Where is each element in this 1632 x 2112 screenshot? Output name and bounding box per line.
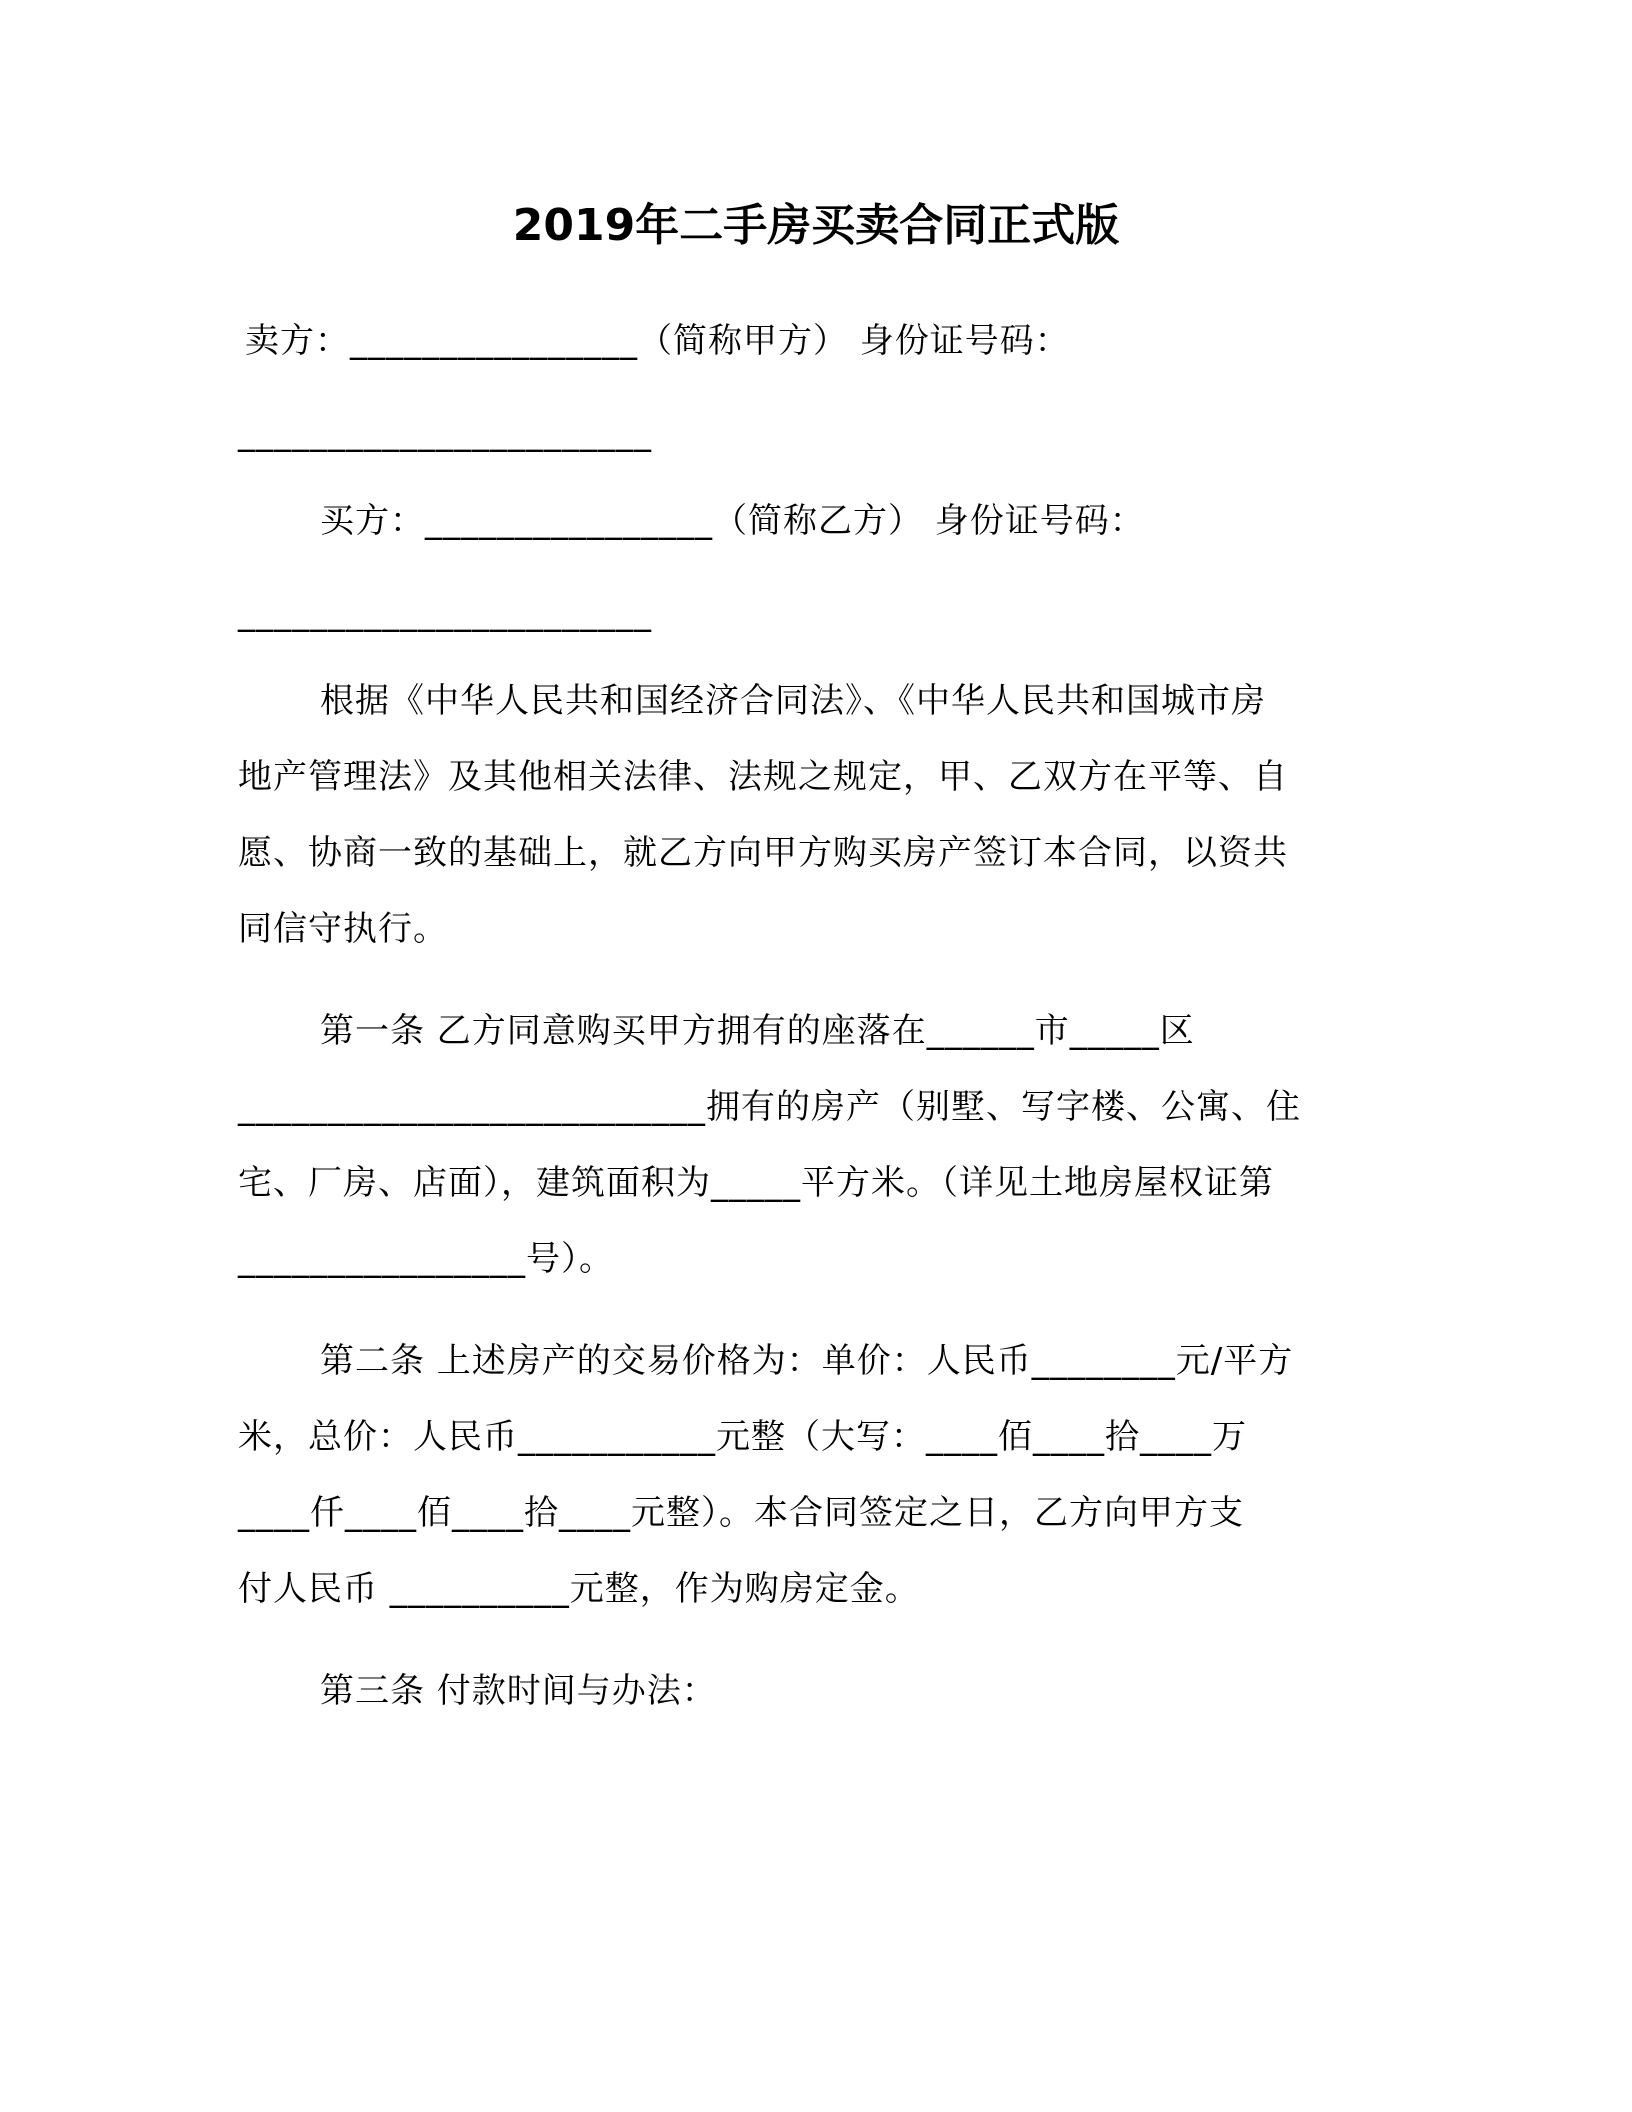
preamble-line: 根据《中华人民共和国经济合同法》、《中华人民共和国城市房 (320, 681, 1266, 721)
seller-id-blank: _______________________ (238, 413, 652, 453)
buyer-id-blank: _______________________ (238, 593, 652, 633)
article-2-line: ____仟____佰____拾____元整）。本合同签定之日，乙方向甲方支 (238, 1493, 1244, 1533)
article-2-line: 米，总价：人民币___________元整（大写：____佰____拾____万 (238, 1417, 1247, 1457)
document-title: 2019年二手房买卖合同正式版 (512, 200, 1120, 251)
preamble-line: 愿、协商一致的基础上，就乙方向甲方购买房产签订本合同，以资共 (238, 833, 1288, 873)
article-2-line: 付人民币 __________元整，作为购房定金。 (238, 1569, 920, 1609)
article-1-line: ________________号）。 (238, 1239, 614, 1279)
article-1-line: 宅、厂房、店面），建筑面积为_____平方米。（详见土地房屋权证第 (238, 1163, 1274, 1203)
article-1-line: __________________________拥有的房产（别墅、写字楼、公寓、住 (238, 1087, 1301, 1127)
buyer-line: 买方：________________（简称乙方） 身份证号码： (320, 501, 1145, 541)
article-2-line: 第二条 上述房产的交易价格为：单价：人民币________元/平方 (320, 1341, 1294, 1381)
preamble-line: 同信守执行。 (238, 909, 448, 949)
article-1-line: 第一条 乙方同意购买甲方拥有的座落在______市_____区 (320, 1011, 1195, 1051)
article-3-heading: 第三条 付款时间与办法： (320, 1671, 717, 1711)
preamble-line: 地产管理法》及其他相关法律、法规之规定，甲、乙双方在平等、自 (238, 757, 1288, 797)
seller-line: 卖方：________________（简称甲方） 身份证号码： (245, 321, 1070, 361)
